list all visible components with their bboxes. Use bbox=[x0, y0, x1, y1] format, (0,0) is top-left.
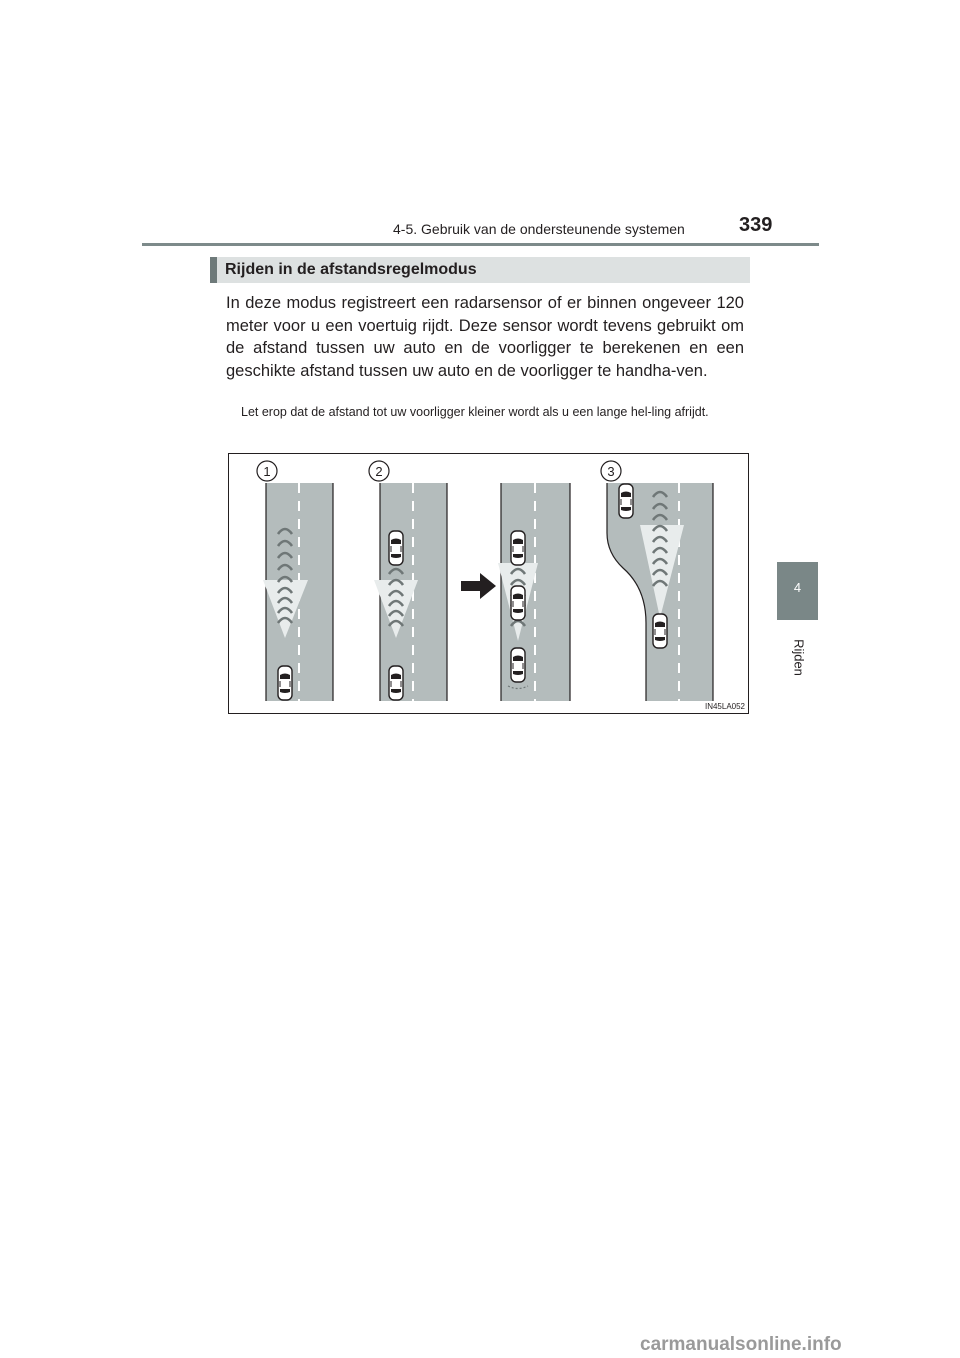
chapter-label: Rijden bbox=[791, 639, 807, 676]
page-number: 339 bbox=[739, 214, 773, 236]
chapter-tab bbox=[777, 562, 818, 620]
callout-3 bbox=[601, 461, 621, 481]
chapter-number: 4 bbox=[793, 580, 802, 595]
svg-text:1: 1 bbox=[263, 464, 271, 479]
section-title-label: Rijden in de afstandsregelmodus bbox=[225, 261, 477, 278]
road-scene-2 bbox=[374, 483, 447, 701]
watermark: carmanualsonline.info bbox=[640, 1334, 842, 1355]
road-scene-1 bbox=[263, 483, 333, 701]
section-title bbox=[210, 257, 750, 283]
header-rule bbox=[142, 243, 819, 246]
chapter-label-container bbox=[783, 630, 807, 690]
svg-text:3: 3 bbox=[607, 464, 615, 479]
road-scene-2b bbox=[498, 483, 570, 701]
header-section-text: 4-5. Gebruik van de ondersteunende systemen bbox=[393, 221, 685, 237]
callout-1 bbox=[257, 461, 277, 481]
body-paragraph: In deze modus registreert een radarsensor of er binnen ongeveer 120 meter voor u een voertuig rijdt. Deze sensor wordt tevens gebruikt om de afstand tussen uw auto en de voorligger te berekenen en een geschikte afstand tussen uw auto en de voorligger te handha-ven. bbox=[226, 294, 744, 380]
section-title-accent bbox=[210, 257, 217, 283]
figure-code: IN45LA052 bbox=[704, 702, 745, 711]
illustration bbox=[228, 453, 749, 714]
svg-text:2: 2 bbox=[375, 464, 383, 479]
callout-2 bbox=[369, 461, 389, 481]
note-text: Let erop dat de afstand tot uw voorligger kleiner wordt als u een lange hel-ling afrijdt. bbox=[241, 405, 709, 419]
